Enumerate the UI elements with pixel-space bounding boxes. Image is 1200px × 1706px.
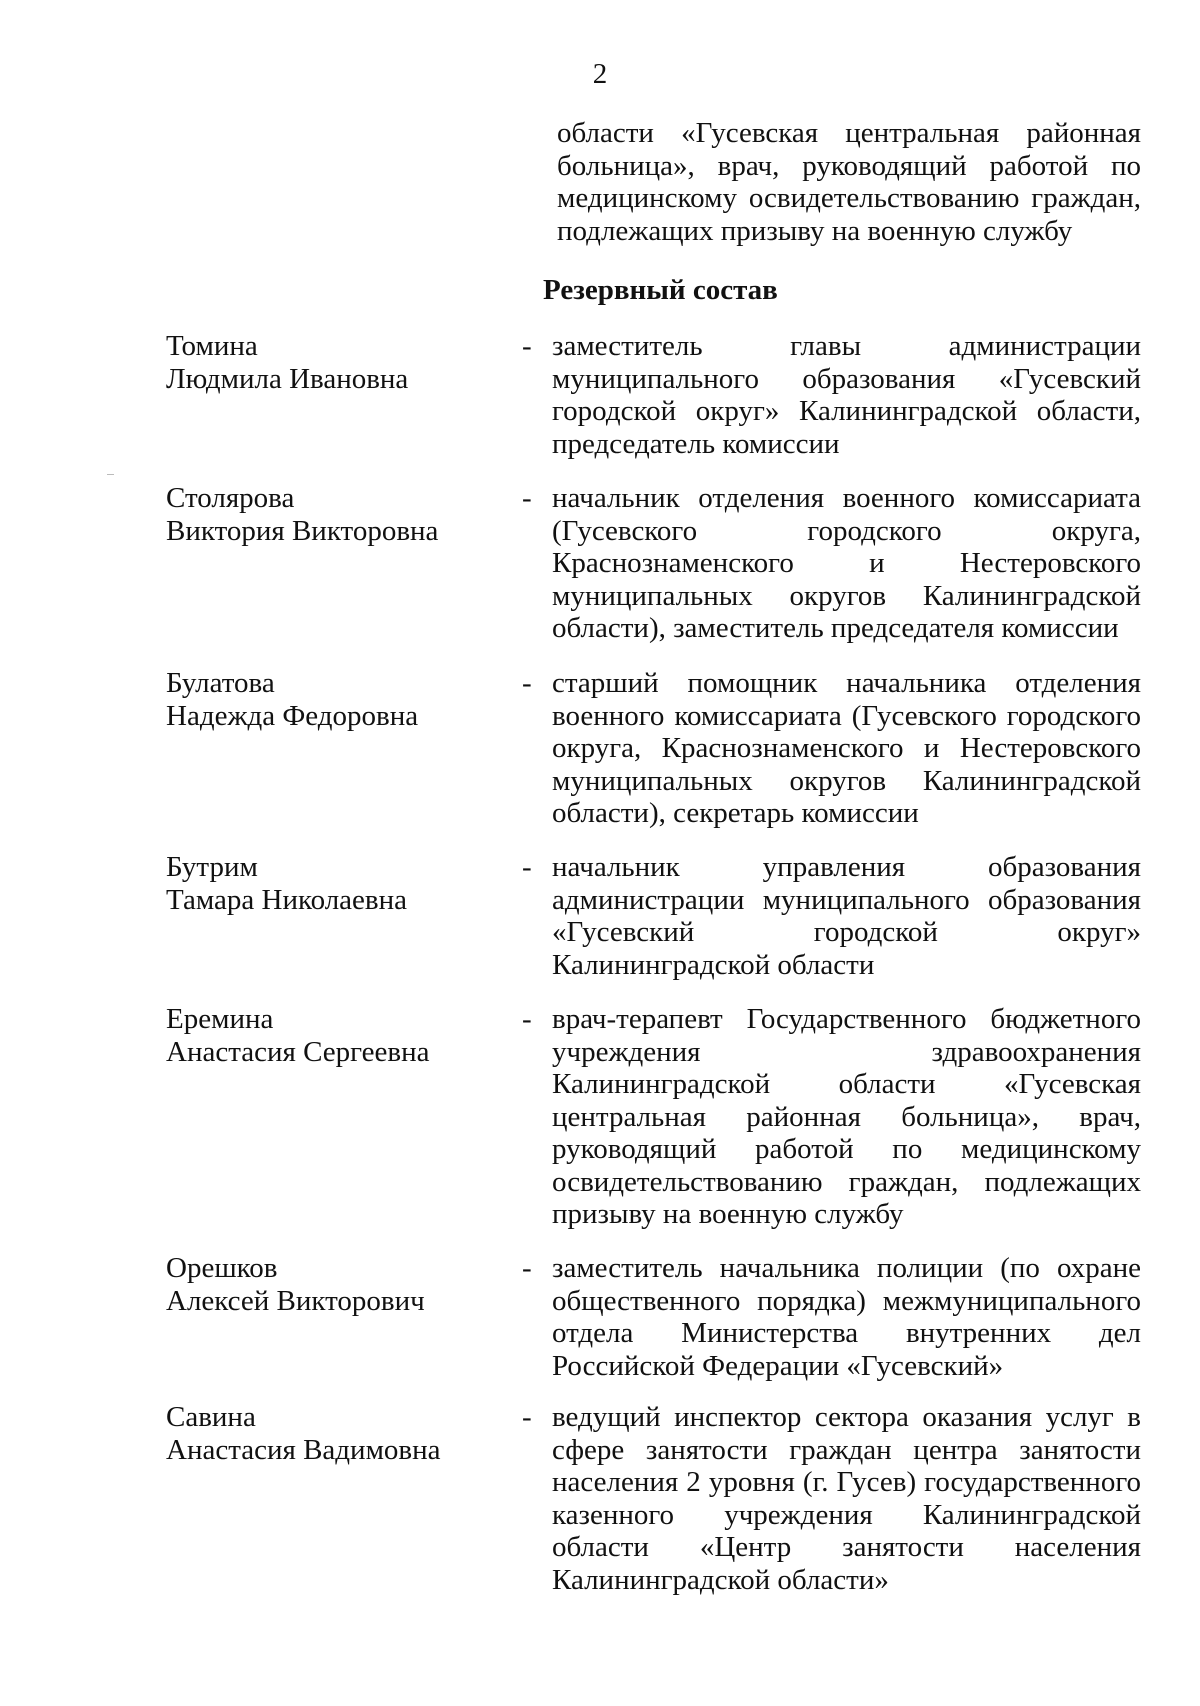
section-title: Резервный состав <box>543 274 778 306</box>
member-role: ведущий инспектор сектора оказания услуг в сфере занятости граждан центра занятости населения 2 уровня (г. Гусев) государственного казенного учреждения Калининградской области «Центр занятости населения Калининградской области» <box>552 1401 1141 1596</box>
member-surname: Еремина <box>166 1003 274 1035</box>
member-dash: - <box>522 667 532 699</box>
continuation-paragraph: области «Гусевская центральная районная больница», врач, руководящий работой по медицинскому освидетельствованию граждан, подлежащих призыву на военную службу <box>557 117 1141 247</box>
member-given-names: Тамара Николаевна <box>166 883 408 916</box>
member-role: заместитель начальника полиции (по охране общественного порядка) межмуниципального отдела Министерства внутренних дел Российской Федерации «Гусевский» <box>552 1252 1141 1382</box>
member-dash: - <box>522 1401 532 1433</box>
member-role: начальник отделения военного комиссариата (Гусевского городского округа, Краснознаменского и Нестеровского муниципальных округов Калининградской области), заместитель председателя комиссии <box>552 482 1141 644</box>
member-name <box>166 1252 496 1317</box>
member-given-names: Алексей Викторович <box>166 1284 425 1317</box>
member-name <box>166 667 496 732</box>
member-surname: Бутрим <box>166 851 258 883</box>
member-given-names: Надежда Федоровна <box>166 699 419 732</box>
member-name <box>166 482 496 547</box>
member-dash: - <box>522 851 532 883</box>
member-name <box>166 1401 496 1466</box>
scan-artifact-mark <box>107 474 114 475</box>
member-name <box>166 330 496 395</box>
member-role: начальник управления образования администрации муниципального образования «Гусевский городской округ» Калининградской области <box>552 851 1141 981</box>
member-given-names: Анастасия Вадимовна <box>166 1433 441 1466</box>
member-name <box>166 851 496 916</box>
member-surname: Томина <box>166 330 258 362</box>
member-surname: Савина <box>166 1401 256 1433</box>
member-name <box>166 1003 496 1068</box>
member-surname: Булатова <box>166 667 275 699</box>
member-surname: Столярова <box>166 482 295 514</box>
member-given-names: Анастасия Сергеевна <box>166 1035 430 1068</box>
member-dash: - <box>522 1003 532 1035</box>
member-role: заместитель главы администрации муниципального образования «Гусевский городской округ» Калининградской области, председатель комиссии <box>552 330 1141 460</box>
page-number: 2 <box>592 58 608 90</box>
member-dash: - <box>522 330 532 362</box>
member-given-names: Людмила Ивановна <box>166 362 409 395</box>
member-role: врач-терапевт Государственного бюджетного учреждения здравоохранения Калининградской области «Гусевская центральная районная больница», врач, руководящий работой по медицинскому освидетельствованию граждан, подлежащих призыву на военную службу <box>552 1003 1141 1230</box>
member-dash: - <box>522 1252 532 1284</box>
member-surname: Орешков <box>166 1252 278 1284</box>
member-role: старший помощник начальника отделения военного комиссариата (Гусевского городского округа, Краснознаменского и Нестеровского муниципальных округов Калининградской области), секретарь комиссии <box>552 667 1141 829</box>
member-given-names: Виктория Викторовна <box>166 514 439 547</box>
member-dash: - <box>522 482 532 514</box>
